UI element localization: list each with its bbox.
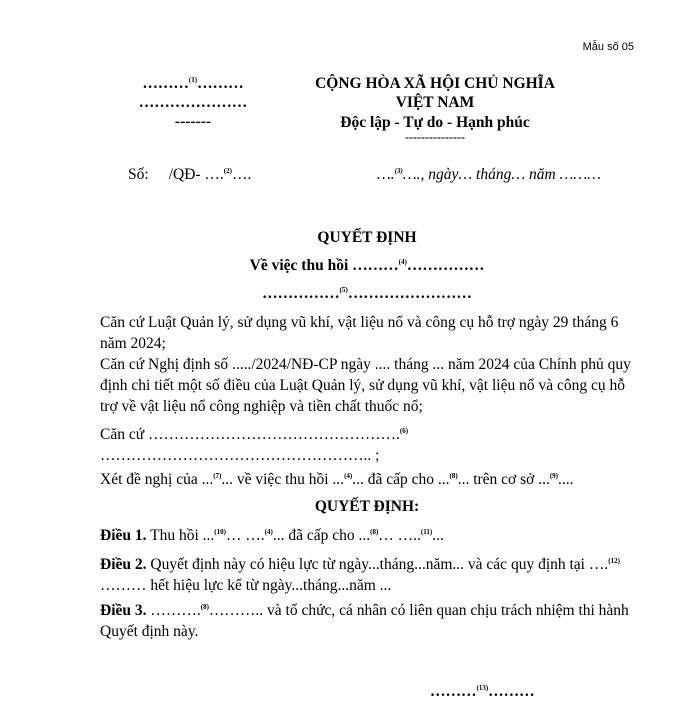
- document-number: Số: /QĐ- ….$^{(2)}$….: [128, 166, 252, 183]
- signature-block: ………$^{(13)}$………: [430, 683, 535, 700]
- legal-basis-law: Căn cứ Luật Quản lý, sử dụng vũ khí, vật liệu nổ và công cụ hỗ trợ ngày 29 tháng 6 năm 2024;: [100, 314, 619, 352]
- form-number: Mẫu số 05: [582, 41, 634, 53]
- national-header: [304, 74, 566, 142]
- document-subject: Về việc thu hồi ………$^{(4)}$……………: [249, 257, 485, 274]
- agency-name-line2: …………………: [138, 94, 248, 111]
- article-1-label: Điều 1.: [100, 527, 147, 544]
- proposal-paragraph: Xét đề nghị của ...$^{(7)}$... về việc thu hồi ...$^{(4)}$... đã cấp cho ...$^{(8)}$... trên cơ sở ...$^{(9)}$....: [100, 471, 574, 488]
- motto-divider: ---------------: [405, 130, 465, 144]
- agency-divider: -------: [174, 113, 212, 130]
- issuing-authority: ……………$^{(5)}$……………………: [262, 285, 472, 302]
- article-3: Điều 3. ……….$^{(8)}$……….. và tổ chức, cá nhân có liên quan chịu trách nhiệm thi hành Quyết định này.: [100, 602, 629, 640]
- agency-header: [100, 74, 286, 131]
- legal-basis-decree: Căn cứ Nghị định số ...../2024/NĐ-CP ngày .... tháng ... năm 2024 của Chính phủ quy định chi tiết một số điều của Luật Quản lý, sử dụng vũ khí, vật liệu nổ và công cụ hỗ trợ về vật liệu nổ công nghiệp và tiền chất thuốc nổ;: [100, 356, 631, 415]
- article-2-label: Điều 2.: [100, 556, 147, 573]
- motto: Độc lập - Tự do - Hạnh phúc: [340, 114, 530, 131]
- legal-basis-other: Căn cứ ………………………………………….$^{(6)}$ …………………………………………….. ;: [100, 426, 409, 464]
- place-date: ….$^{(3)}$…., ngày… tháng… năm ………: [377, 166, 601, 183]
- document-title: QUYẾT ĐỊNH: [317, 229, 417, 246]
- agency-name: ………$^{(1)}$………: [142, 75, 244, 92]
- decides-heading: QUYẾT ĐỊNH:: [314, 498, 420, 515]
- number-label: Số:: [128, 166, 149, 183]
- article-3-label: Điều 3.: [100, 602, 147, 619]
- country-name: CỘNG HÒA XÃ HỘI CHỦ NGHĨA VIỆT NAM: [315, 75, 555, 111]
- article-1: Điều 1. Thu hồi ...$^{(10)}$… ….$^{(4)}$... đã cấp cho ...$^{(8)}$… …..$^{(11)}$...: [100, 527, 444, 544]
- number-code: /QĐ- ….: [168, 166, 224, 183]
- article-2: Điều 2. Quyết định này có hiệu lực từ ngày...tháng...năm... và các quy định tại ….$^{(12)}$ ……… hết hiệu lực kể từ ngày...tháng...năm ...: [100, 556, 620, 594]
